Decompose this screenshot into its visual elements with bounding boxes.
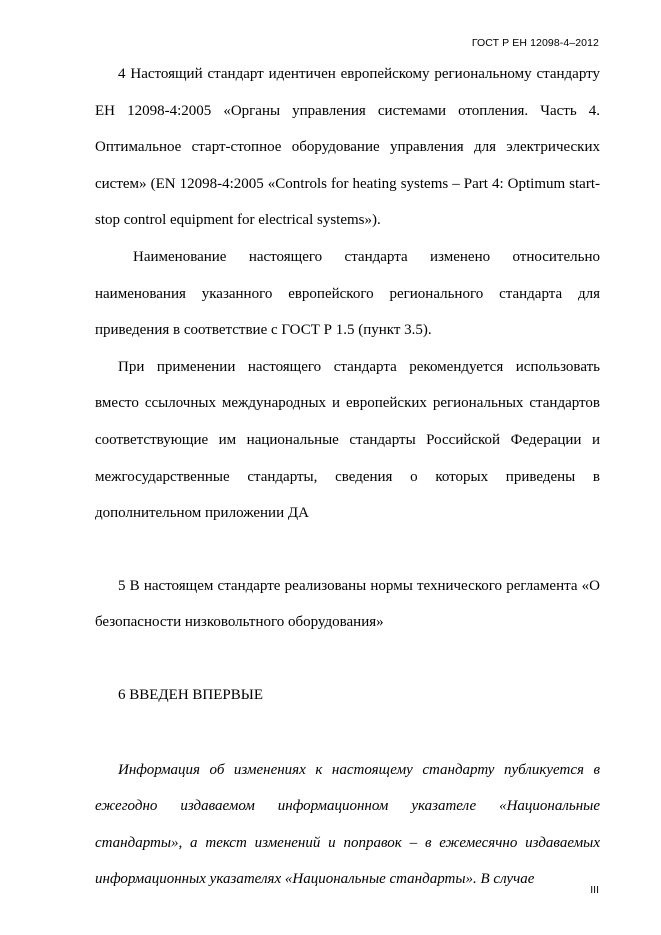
paragraph-references: При применении настоящего стандарта рекомендуется использовать вместо ссылочных международных и европейских региональных стандартов соответствующие им национальные стандарты Российской Федерации и межгосударственные стандарты, сведения о которых приведены в дополнительном приложении ДА [95,358,600,522]
page-number: III [590,884,599,896]
paragraph-name-change: Наименование настоящего стандарта изменено относительно наименования указанного европейского регионального стандарта для приведения в соответствие с ГОСТ Р 1.5 (пункт 3.5). [95,248,600,339]
spacer [95,714,600,752]
paragraph-change-information: Информация об изменениях к настоящему стандарту публикуется в ежегодно издаваемом информационном указателе «Национальные стандарты», а текст изменений и поправок – в ежемесячно издаваемых информационных указателях «Национальные стандарты». В случае [95,761,600,888]
spacer [95,532,600,568]
paragraph-6-introduced: 6 ВВЕДЕН ВПЕРВЫЕ [118,686,263,703]
body-text [95,56,600,898]
spacer [95,641,600,677]
paragraph-5-regulation: 5 В настоящем стандарте реализованы нормы технического регламента «О безопасности низковольтного оборудования» [95,577,600,631]
paragraph-4-identity: 4 Настоящий стандарт идентичен европейскому региональному стандарту ЕН 12098-4:2005 «Органы управления системами отопления. Часть 4. Оптимальное старт-стопное оборудование управления для электрических систем» (EN 12098-4:2005 «Controls for heating systems – Part 4: Optimum start-stop control equipment for electrical systems»). [95,66,600,229]
running-header-standard-code: ГОСТ Р ЕН 12098-4–2012 [471,37,599,49]
